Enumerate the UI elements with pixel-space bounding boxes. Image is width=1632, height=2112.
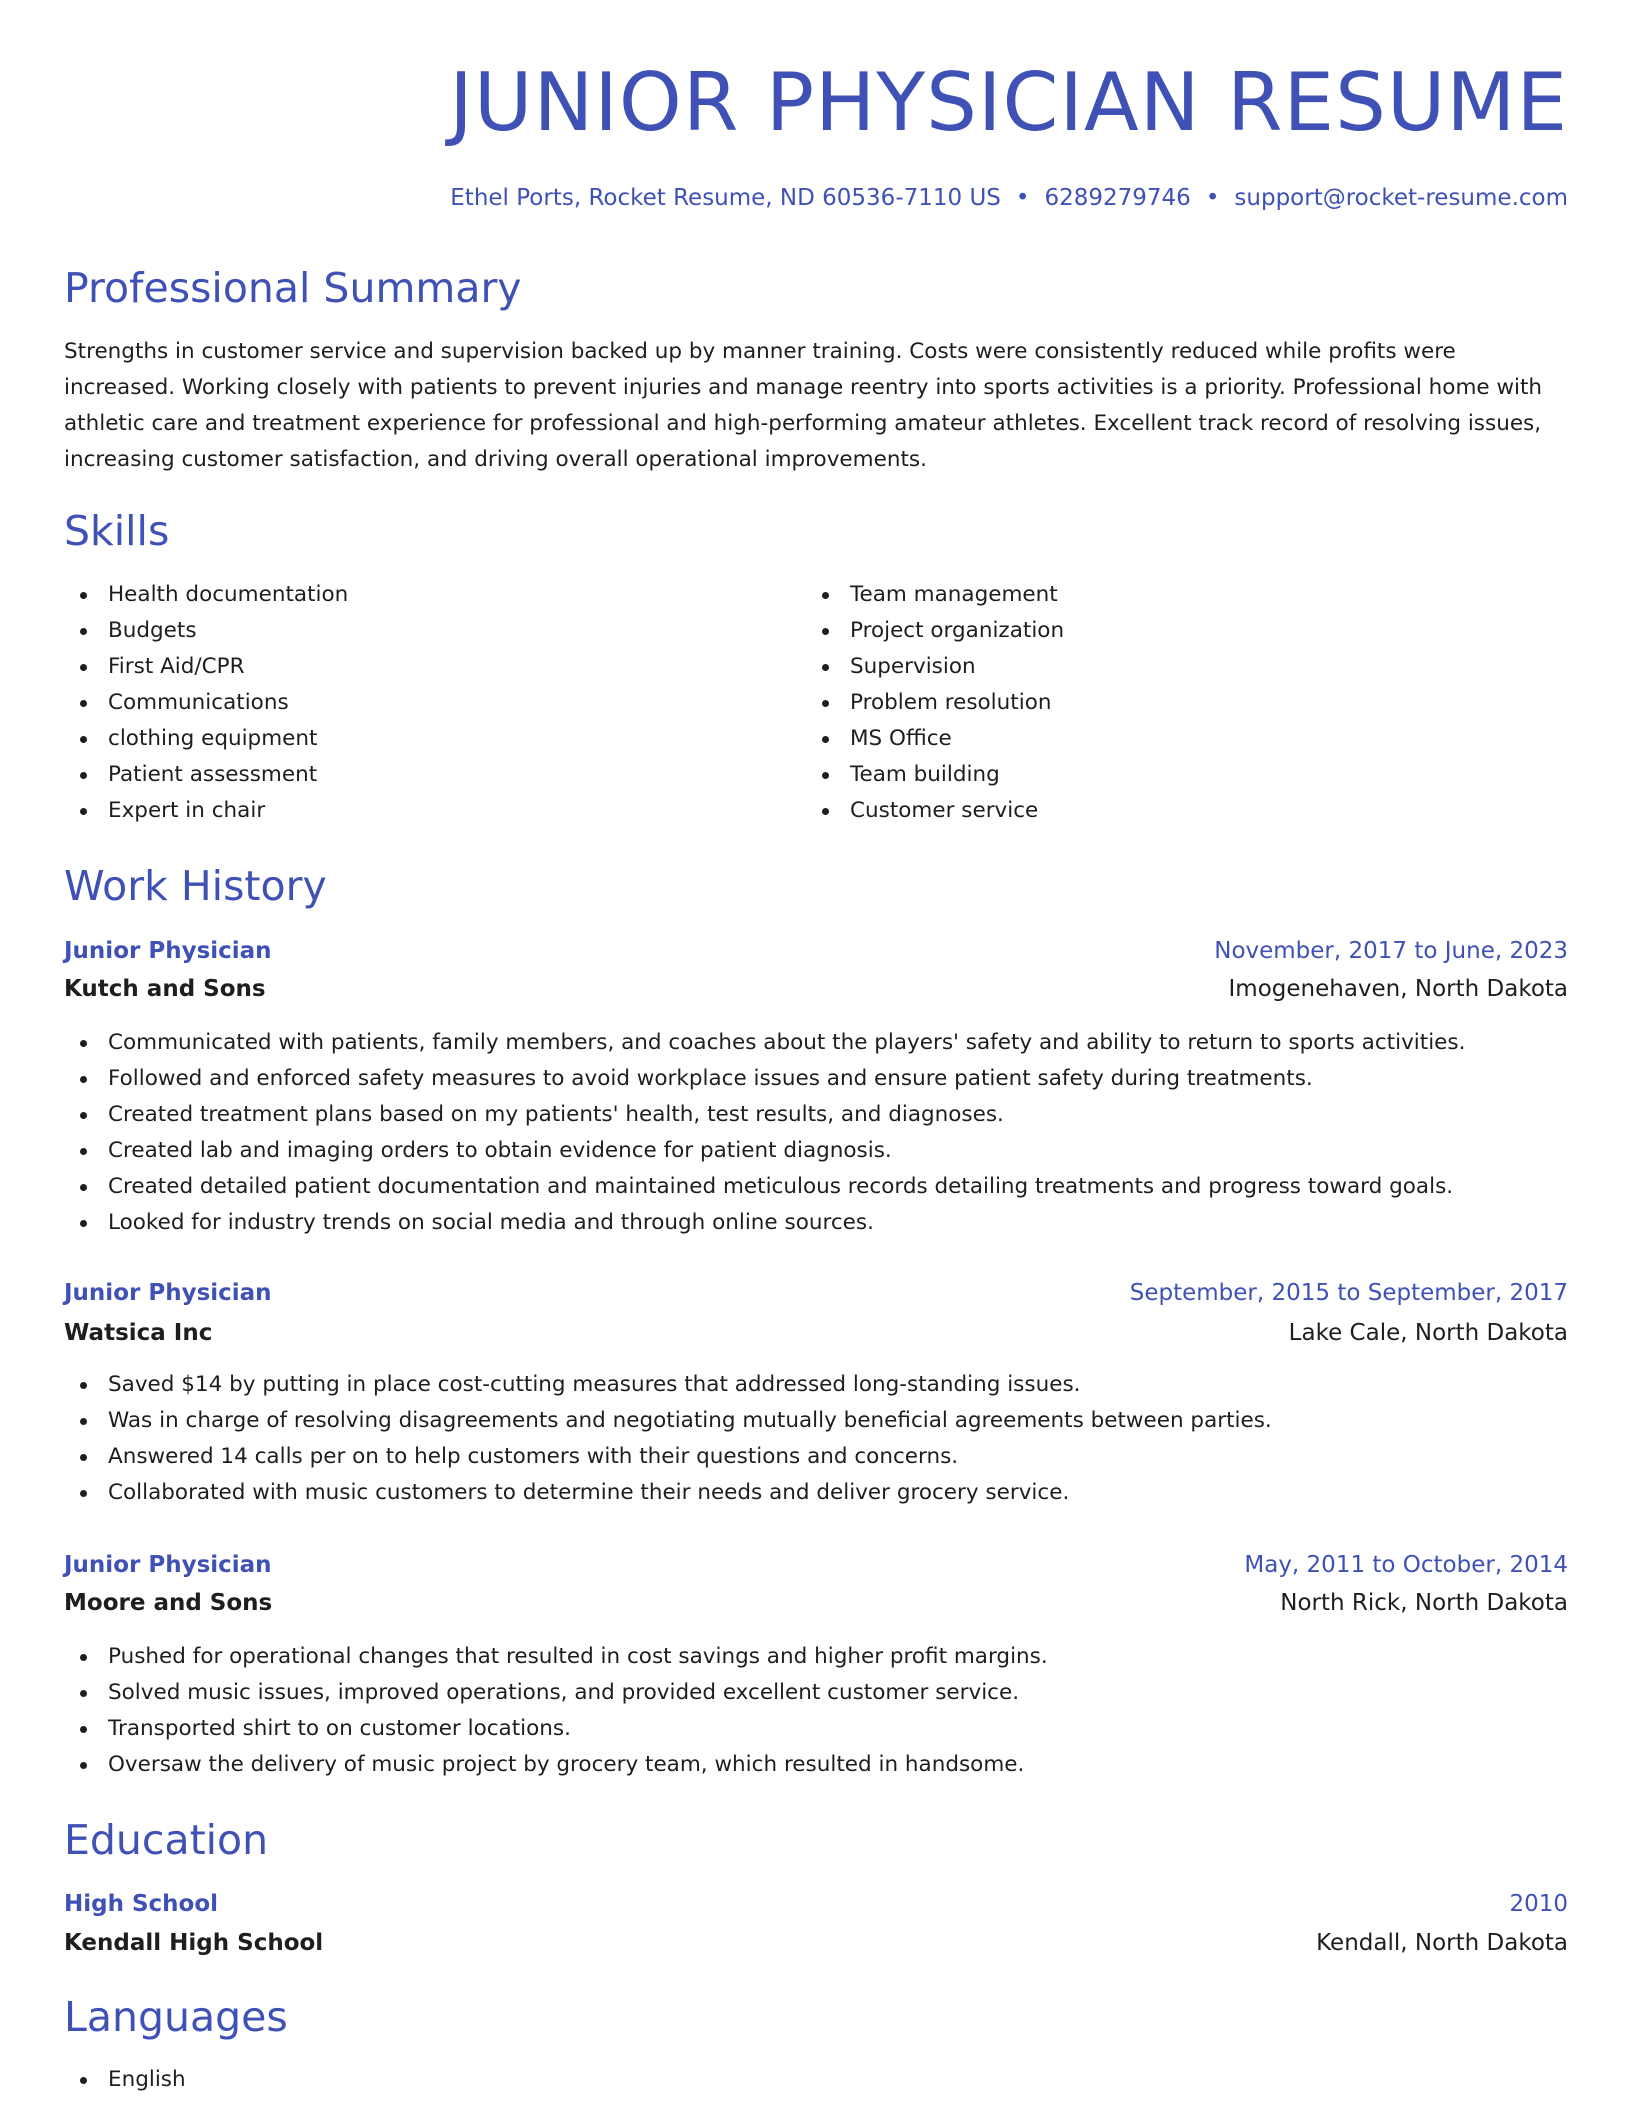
education-school: Kendall High School	[64, 1930, 324, 1956]
job-role-row	[64, 1273, 1568, 1313]
skill-item: Team building	[806, 757, 1064, 793]
work-history-heading: Work History	[64, 862, 327, 910]
job-dates: September, 2015 to September, 2017	[1129, 1280, 1568, 1306]
education-school-row	[64, 1923, 1568, 1963]
skill-item: First Aid/CPR	[64, 649, 348, 685]
job-location: Lake Cale, North Dakota	[1288, 1320, 1568, 1346]
job-duty: Saved $14 by putting in place cost-cutting measures that addressed long-standing issues.	[64, 1367, 1272, 1403]
job-company-row	[64, 969, 1568, 1009]
contact-address: Ethel Ports, Rocket Resume, ND 60536-7110 US	[450, 185, 1001, 211]
contact-line	[450, 178, 1568, 218]
summary-text: Strengths in customer service and supervision backed up by manner training. Costs were consistently reduced while profits were increased. Working closely with patients to prevent injuries and manage reentry into sports activities is a priority. Professional home with athletic care and treatment experience for professional and high-performing amateur athletes. Excellent track record of resolving issues, increasing customer satisfaction, and driving overall operational improvements.	[64, 339, 1543, 472]
job-company-row	[64, 1583, 1568, 1623]
education-location: Kendall, North Dakota	[1316, 1930, 1568, 1956]
education-heading: Education	[64, 1816, 269, 1864]
job-duty: Looked for industry trends on social media and through online sources.	[64, 1205, 1465, 1241]
job-role-row	[64, 931, 1568, 971]
contact-separator: •	[1205, 185, 1220, 211]
skill-item: Budgets	[64, 613, 348, 649]
languages-list	[64, 2062, 186, 2098]
contact-separator: •	[1015, 185, 1030, 211]
job-title: Junior Physician	[64, 938, 272, 964]
skill-item: Health documentation	[64, 577, 348, 613]
job-title: Junior Physician	[64, 1280, 272, 1306]
job-duty: Pushed for operational changes that resulted in cost savings and higher profit margins.	[64, 1639, 1048, 1675]
skill-item: Customer service	[806, 793, 1064, 829]
skill-item: Patient assessment	[64, 757, 348, 793]
skills-heading: Skills	[64, 507, 170, 555]
job-duty: Answered 14 calls per on to help customers with their questions and concerns.	[64, 1439, 1272, 1475]
contact-email: support@rocket-resume.com	[1234, 185, 1568, 211]
skill-item: Supervision	[806, 649, 1064, 685]
job-role-row	[64, 1545, 1568, 1585]
skill-item: MS Office	[806, 721, 1064, 757]
job-duty: Was in charge of resolving disagreements and negotiating mutually beneficial agreements between parties.	[64, 1403, 1272, 1439]
job-duty: Followed and enforced safety measures to avoid workplace issues and ensure patient safety during treatments.	[64, 1061, 1465, 1097]
job-duty: Created treatment plans based on my patients' health, test results, and diagnoses.	[64, 1097, 1465, 1133]
skills-list-left	[64, 577, 348, 829]
skills-list-right	[806, 577, 1064, 829]
job-duty: Created detailed patient documentation and maintained meticulous records detailing treatments and progress toward goals.	[64, 1169, 1465, 1205]
job-company: Watsica Inc	[64, 1320, 213, 1346]
skill-item: Expert in chair	[64, 793, 348, 829]
summary-heading: Professional Summary	[64, 264, 522, 312]
job-dates: May, 2011 to October, 2014	[1244, 1552, 1568, 1578]
job-company: Kutch and Sons	[64, 976, 266, 1002]
skill-item: Team management	[806, 577, 1064, 613]
education-year: 2010	[1509, 1891, 1568, 1917]
job-duties-list	[64, 1367, 1272, 1511]
contact-phone: 6289279746	[1044, 185, 1191, 211]
job-location: Imogenehaven, North Dakota	[1228, 976, 1568, 1002]
skill-item: Communications	[64, 685, 348, 721]
job-location: North Rick, North Dakota	[1280, 1590, 1568, 1616]
job-duty: Oversaw the delivery of music project by grocery team, which resulted in handsome.	[64, 1747, 1048, 1783]
education-degree: High School	[64, 1891, 219, 1917]
skill-item: Problem resolution	[806, 685, 1064, 721]
job-duty: Transported shirt to on customer locations.	[64, 1711, 1048, 1747]
resume-title: JUNIOR PHYSICIAN RESUME	[449, 56, 1568, 149]
skill-item: clothing equipment	[64, 721, 348, 757]
job-company-row	[64, 1313, 1568, 1353]
job-duty: Communicated with patients, family members, and coaches about the players' safety and ability to return to sports activities.	[64, 1025, 1465, 1061]
skill-item: Project organization	[806, 613, 1064, 649]
job-duty: Collaborated with music customers to determine their needs and deliver grocery service.	[64, 1475, 1272, 1511]
education-degree-row	[64, 1884, 1568, 1924]
language-item: English	[64, 2062, 186, 2098]
job-duties-list	[64, 1025, 1465, 1241]
job-duty: Solved music issues, improved operations, and provided excellent customer service.	[64, 1675, 1048, 1711]
job-title: Junior Physician	[64, 1552, 272, 1578]
job-company: Moore and Sons	[64, 1590, 273, 1616]
job-dates: November, 2017 to June, 2023	[1214, 938, 1568, 964]
languages-heading: Languages	[64, 1993, 288, 2041]
job-duty: Created lab and imaging orders to obtain evidence for patient diagnosis.	[64, 1133, 1465, 1169]
job-duties-list	[64, 1639, 1048, 1783]
